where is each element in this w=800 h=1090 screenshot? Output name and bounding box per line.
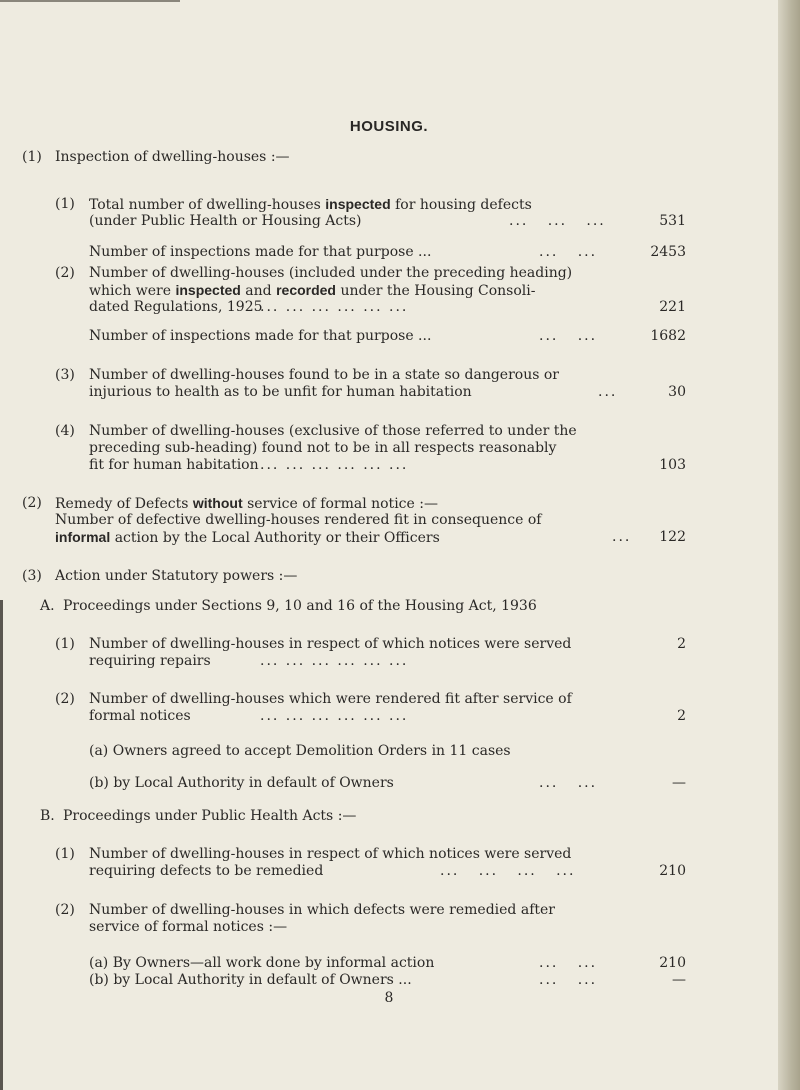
section-2-emphasis-2: informal [55, 529, 111, 545]
item-1-2-sub: Number of inspections made for that purpose ... [89, 328, 432, 344]
item-1-4-line1: Number of dwelling-houses (exclusive of those referred to under the [89, 423, 577, 439]
item-B-2-line1: Number of dwelling-houses in which defects were remedied after [89, 902, 555, 918]
section-3-heading: Action under Statutory powers :— [55, 568, 298, 584]
item-1-2-emphasis-1: inspected [175, 282, 241, 298]
section-2-value: 122 [659, 529, 686, 545]
item-A-1-value: 2 [677, 636, 686, 652]
subsection-A-heading: Proceedings under Sections 9, 10 and 16 of the Housing Act, 1936 [63, 598, 537, 614]
item-B-1-number: (1) [55, 846, 75, 862]
item-1-1-emphasis: inspected [325, 196, 391, 212]
section-1-heading: Inspection of dwelling-houses :— [55, 149, 290, 165]
item-A-2-value: 2 [677, 708, 686, 724]
item-B-2-b: (b) by Local Authority in default of Owners ... [89, 972, 412, 988]
item-1-1-line1 [89, 196, 532, 214]
section-2-text-a: Remedy of Defects [55, 496, 189, 512]
item-A-2-a: (a) Owners agreed to accept Demolition Orders in 11 cases [89, 743, 511, 759]
section-2-number: (2) [22, 495, 42, 511]
item-1-4-line2: preceding sub-heading) found not to be in all respects reasonably [89, 440, 557, 456]
section-2-line2: Number of defective dwelling-houses rendered fit in consequence of [55, 512, 542, 528]
leader-dots: ... [612, 529, 632, 545]
page-title: HOUSING. [349, 118, 429, 135]
page-number: 8 [384, 990, 394, 1006]
section-2-line1 [55, 495, 438, 513]
item-1-1-sub-value: 2453 [650, 244, 686, 260]
section-2-emphasis-1: without [192, 495, 243, 511]
item-1-2-line3: dated Regulations, 1925 [89, 299, 263, 315]
leader-dots: ... [598, 384, 618, 400]
leader-dots: ... ... [539, 955, 598, 971]
leader-dots: ... ... [539, 972, 598, 988]
item-1-4-value: 103 [659, 457, 686, 473]
page-edge-line [0, 0, 180, 2]
subsection-A-label: A. [40, 598, 55, 614]
leader-dots: ... ... ... ... ... ... [260, 457, 409, 473]
leader-dots: ... ... [539, 244, 598, 260]
item-A-2-line2: formal notices [89, 708, 191, 724]
subsection-B-heading: Proceedings under Public Health Acts :— [63, 808, 357, 824]
item-1-1-line2: (under Public Health or Housing Acts) [89, 213, 362, 229]
item-1-2-text-c: and [245, 283, 272, 299]
leader-dots: ... ... ... [509, 213, 606, 229]
item-1-2-text-a: which were [89, 283, 172, 299]
item-A-2-b-value: — [672, 775, 686, 791]
item-1-1-value: 531 [659, 213, 686, 229]
item-1-2-sub-value: 1682 [650, 328, 686, 344]
item-1-1-text-c: for housing defects [395, 197, 532, 213]
item-1-3-line1: Number of dwelling-houses found to be in a state so dangerous or [89, 367, 559, 383]
item-1-4-line3: fit for human habitation [89, 457, 259, 473]
item-B-1-line1: Number of dwelling-houses in respect of which notices were served [89, 846, 572, 862]
section-1-number: (1) [22, 149, 42, 165]
item-A-2-line1: Number of dwelling-houses which were rendered fit after service of [89, 691, 572, 707]
section-3-number: (3) [22, 568, 42, 584]
leader-dots: ... ... ... ... ... ... [260, 653, 409, 669]
item-A-2-number: (2) [55, 691, 75, 707]
subsection-B-label: B. [40, 808, 55, 824]
item-1-2-number: (2) [55, 265, 75, 281]
leader-dots: ... ... ... ... [440, 863, 576, 879]
item-B-2-number: (2) [55, 902, 75, 918]
item-1-2-line2 [89, 282, 535, 300]
section-2-text-d: action by the Local Authority or their Officers [114, 530, 440, 546]
leader-dots: ... ... ... ... ... ... [260, 299, 409, 315]
item-1-4-number: (4) [55, 423, 75, 439]
item-1-3-line2: injurious to health as to be unfit for human habitation [89, 384, 472, 400]
item-A-1-number: (1) [55, 636, 75, 652]
page-edge-shadow [778, 0, 800, 1090]
item-1-1-number: (1) [55, 196, 75, 212]
leader-dots: ... ... [539, 775, 598, 791]
item-1-3-number: (3) [55, 367, 75, 383]
section-2-text-c: service of formal notice :— [247, 496, 438, 512]
item-1-2-line1: Number of dwelling-houses (included under the preceding heading) [89, 265, 573, 281]
item-A-1-line1: Number of dwelling-houses in respect of which notices were served [89, 636, 572, 652]
item-A-1-line2: requiring repairs [89, 653, 211, 669]
item-B-2-a: (a) By Owners—all work done by informal action [89, 955, 435, 971]
item-1-2-value: 221 [659, 299, 686, 315]
item-B-1-value: 210 [659, 863, 686, 879]
item-B-2-a-value: 210 [659, 955, 686, 971]
item-1-2-emphasis-2: recorded [276, 282, 336, 298]
item-A-2-b: (b) by Local Authority in default of Owners [89, 775, 394, 791]
item-B-2-line2: service of formal notices :— [89, 919, 288, 935]
item-B-2-b-value: — [672, 972, 686, 988]
item-1-3-value: 30 [668, 384, 686, 400]
leader-dots: ... ... [539, 328, 598, 344]
item-1-1-sub: Number of inspections made for that purpose ... [89, 244, 432, 260]
leader-dots: ... ... ... ... ... ... [260, 708, 409, 724]
section-2-line3 [55, 529, 440, 547]
binding-shadow [0, 600, 3, 1090]
item-B-1-line2: requiring defects to be remedied [89, 863, 324, 879]
item-1-2-text-e: under the Housing Consoli- [340, 283, 536, 299]
item-1-1-text-a: Total number of dwelling-houses [89, 197, 321, 213]
